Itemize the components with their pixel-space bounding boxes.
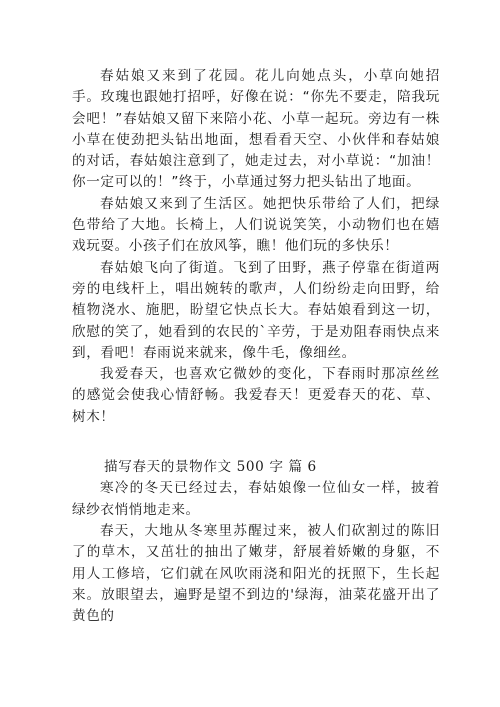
- paragraph-living-area: 春姑娘又来到了生活区。她把快乐带给了人们，把绿色带给了大地。长椅上，人们说说笑笑，小动物们也在嬉戏玩耍。小孩子们在放风筝，瞧！他们玩的多快乐！: [72, 195, 440, 255]
- section-heading: 描写春天的景物作文 500 字 篇 6: [104, 459, 317, 476]
- paragraph-garden: 春姑娘又来到了花园。花儿向她点头，小草向她招手。玫瑰也跟她打招呼，好像在说：“你先不要走，陪我玩会吧！”春姑娘又留下来陪小花、小草一起玩。旁边有一株小草在使劲把头钻出地面，想看看天空、小伙伴和春姑娘的对话，春姑娘注意到了，她走过去，对小草说：“加油！你一定可以的！”终于，小草通过努力把头钻出了地面。: [72, 68, 440, 191]
- paragraph-street: 春姑娘飞向了街道。飞到了田野，燕子停靠在街道两旁的电线杆上，唱出婉转的歌声，人们纷纷走向田野，给植物浇水、施肥，盼望它快点长大。春姑娘看到这一切，欣慰的笑了，她看到的农民的`辛劳，于是劝阻春雨快点来到，看吧！春雨说来就来，像牛毛，像细丝。: [72, 259, 440, 361]
- paragraph-love-spring: 我爱春天，也喜欢它微妙的变化，下春雨时那凉丝丝的感觉会使我心情舒畅。我爱春天！更爱春天的花、草、树木！: [72, 366, 440, 425]
- paragraph-winter-passed: 寒冷的冬天已经过去，春姑娘像一位仙女一样，披着绿纱衣悄悄地走来。: [72, 480, 440, 518]
- document-page: [72, 66, 440, 627]
- paragraph-earth-awakens: 春天，大地从冬寒里苏醒过来，被人们砍割过的陈旧了的草木，又茁壮的抽出了嫩芽，舒展着娇嫩的身躯，不用人工修培，它们就在风吹雨浇和阳光的抚照下，生长起来。放眼望去，遍野是望不到边的'绿海，油菜花盛开出了黄色的: [72, 522, 440, 625]
